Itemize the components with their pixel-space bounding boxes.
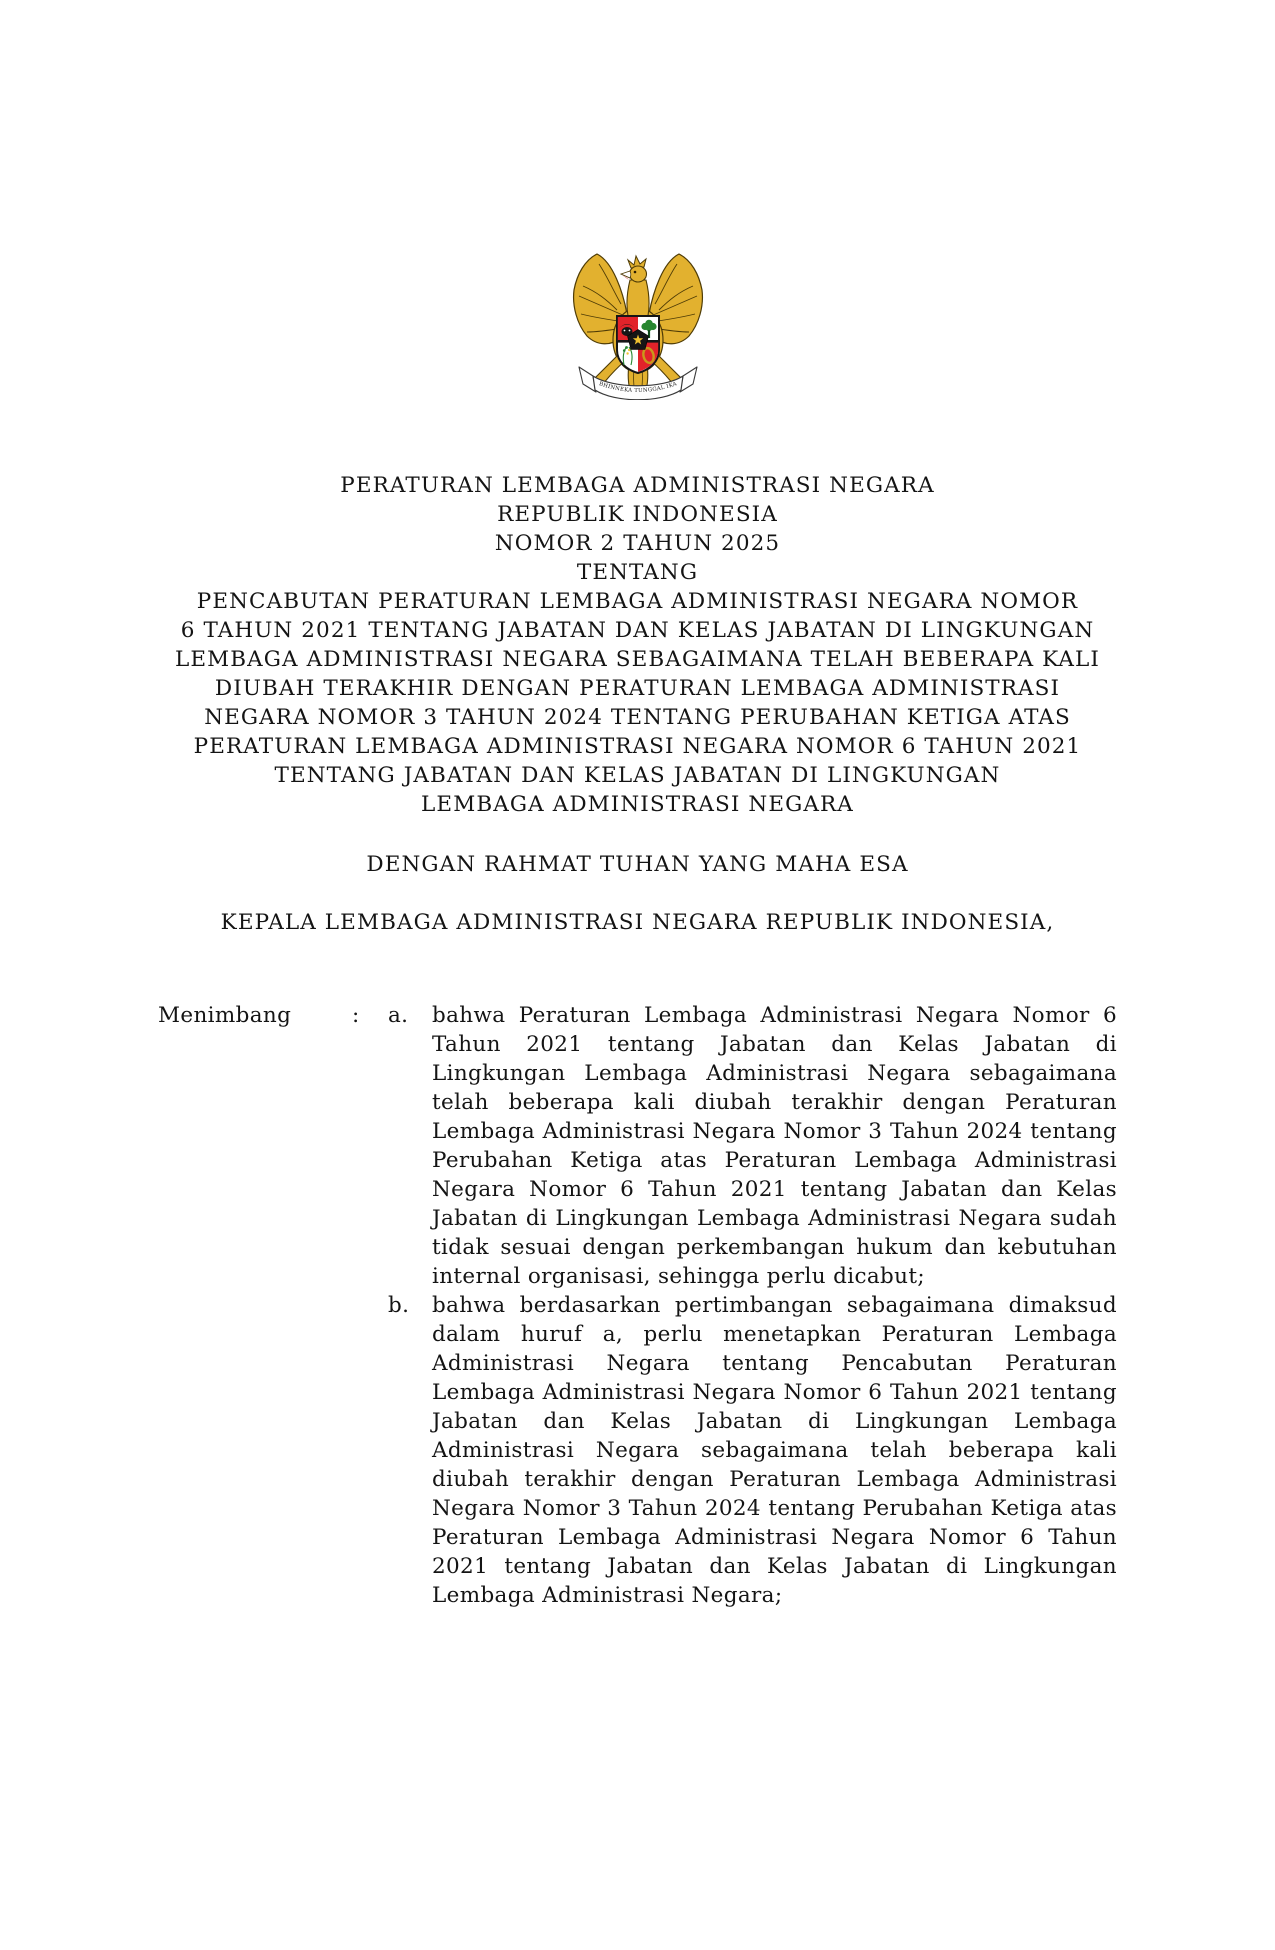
title-line: DIUBAH TERAKHIR DENGAN PERATURAN LEMBAGA ADMINISTRASI [214, 676, 1061, 701]
title-line: NEGARA NOMOR 3 TAHUN 2024 TENTANG PERUBAHAN KETIGA ATAS [204, 705, 1071, 730]
item-text: bahwa berdasarkan pertimbangan sebagaimana dimaksud dalam huruf a, perlu menetapkan Peraturan Lembaga Administrasi Negara tentang Pencabutan Peraturan Lembaga Administrasi Negara Nomor 6 Tahun 2021 tentang Jabatan dan Kelas Jabatan di Lingkungan Lembaga Administrasi Negara sebagaimana telah beberapa kali diubah terakhir dengan Peraturan Lembaga Administrasi Negara Nomor 3 Tahun 2024 tentang Perubahan Ketiga atas Peraturan Lembaga Administrasi Negara Nomor 6 Tahun 2021 tentang Jabatan dan Kelas Jabatan di Lingkungan Lembaga Administrasi Negara; [432, 1293, 1117, 1608]
title-line: LEMBAGA ADMINISTRASI NEGARA [421, 792, 854, 817]
invocation-line: DENGAN RAHMAT TUHAN YANG MAHA ESA [366, 852, 909, 877]
title-line: PERATURAN LEMBAGA ADMINISTRASI NEGARA [340, 473, 935, 498]
considering-item-b [388, 1291, 1117, 1610]
issuing-official-line: KEPALA LEMBAGA ADMINISTRASI NEGARA REPUBLIK INDONESIA, [220, 910, 1055, 935]
garuda-pancasila-emblem [571, 252, 705, 400]
considering-section [158, 1001, 1117, 1610]
pancasila-shield [617, 316, 659, 373]
title-line: PERATURAN LEMBAGA ADMINISTRASI NEGARA NOMOR 6 TAHUN 2021 [193, 734, 1082, 759]
title-line: LEMBAGA ADMINISTRASI NEGARA SEBAGAIMANA TELAH BEBERAPA KALI [174, 647, 1101, 672]
eye [633, 271, 636, 274]
considering-item-a [388, 1001, 1117, 1291]
title-line: TENTANG JABATAN DAN KELAS JABATAN DI LINGKUNGAN [274, 763, 1001, 788]
item-text: bahwa Peraturan Lembaga Administrasi Negara Nomor 6 Tahun 2021 tentang Jabatan dan Kelas Jabatan di Lingkungan Lembaga Administrasi Negara sebagaimana telah beberapa kali diubah terakhir dengan Peraturan Lembaga Administrasi Negara Nomor 3 Tahun 2024 tentang Perubahan Ketiga atas Peraturan Lembaga Administrasi Negara Nomor 6 Tahun 2021 tentang Jabatan dan Kelas Jabatan di Lingkungan Lembaga Administrasi Negara sudah tidak sesuai dengan perkembangan hukum dan kebutuhan internal organisasi, sehingga perlu dicabut; [432, 1003, 1117, 1289]
considering-items [388, 1001, 1117, 1610]
title-line: 6 TAHUN 2021 TENTANG JABATAN DAN KELAS JABATAN DI LINGKUNGAN [180, 618, 1095, 643]
item-marker: a. [388, 1003, 409, 1028]
beak [621, 271, 631, 278]
considering-colon: : [352, 1003, 360, 1028]
motto-text: BHINNEKA TUNGGAL IKA [597, 381, 678, 395]
considering-label: Menimbang [158, 1003, 292, 1028]
document-title [158, 471, 1117, 819]
title-line: NOMOR 2 TAHUN 2025 [494, 531, 781, 556]
garuda-pancasila-icon [571, 252, 705, 400]
title-line: PENCABUTAN PERATURAN LEMBAGA ADMINISTRASI NEGARA NOMOR [196, 589, 1079, 614]
item-marker: b. [388, 1293, 410, 1318]
title-line: TENTANG [576, 560, 699, 585]
title-line: REPUBLIK INDONESIA [497, 502, 778, 527]
